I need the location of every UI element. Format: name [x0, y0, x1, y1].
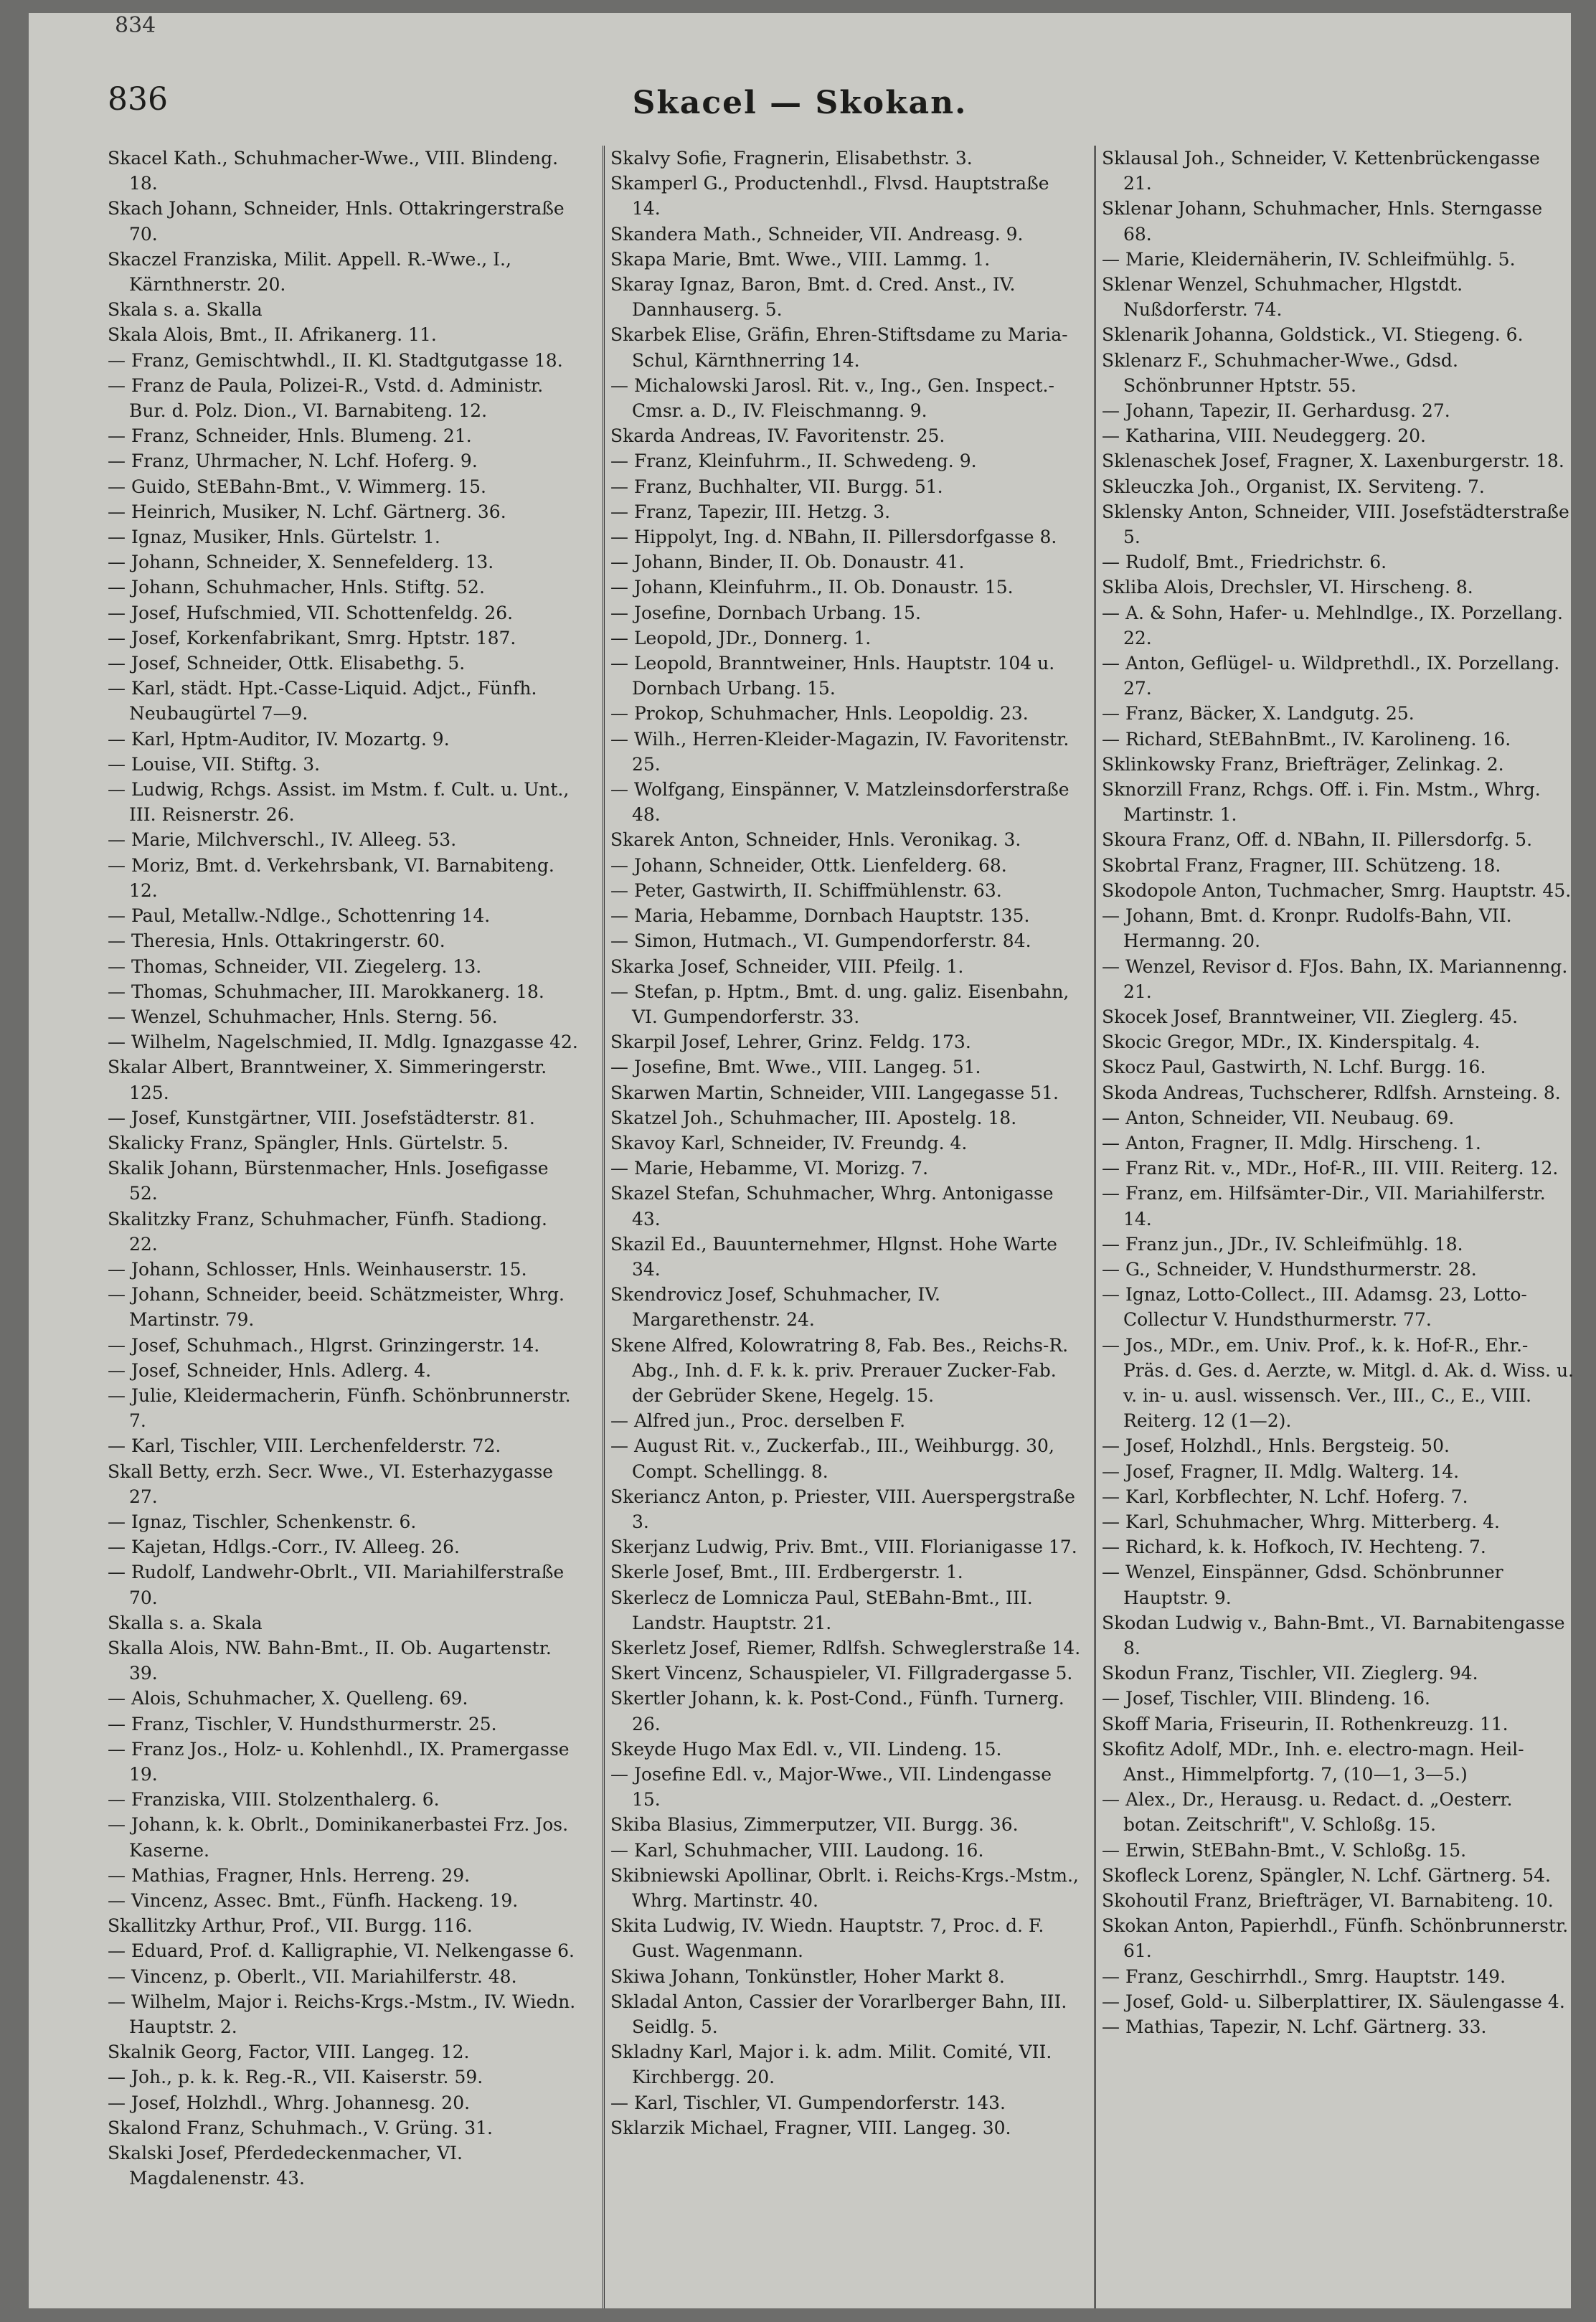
directory-entry: — Wilhelm, Nagelschmied, II. Mdlg. Ignazgasse 42. [108, 1032, 578, 1053]
directory-entry: — Karl, Hptm-Auditor, IV. Mozartg. 9. [108, 728, 450, 750]
directory-entry: — Maria, Hebamme, Dornbach Hauptstr. 135. [610, 905, 1030, 927]
directory-entry: Skobrtal Franz, Fragner, III. Schützeng. 18. [1102, 854, 1501, 876]
directory-entry: — A. & Sohn, Hafer- u. Mehlndlge., IX. Porzellang. 22. [1102, 602, 1563, 648]
directory-entry: — Mathias, Tapezir, N. Lchf. Gärtnerg. 33. [1102, 2016, 1487, 2038]
directory-entry: — Johann, Schneider, beeid. Schätzmeister, Whrg. Martinstr. 79. [108, 1284, 565, 1331]
page-number: 836 [108, 81, 168, 118]
directory-entry: — Franz, Gemischtwhdl., II. Kl. Stadtgutgasse 18. [108, 349, 563, 371]
directory-entry: — Franz, Schneider, Hnls. Blumeng. 21. [108, 425, 472, 447]
directory-entry: — Wilh., Herren-Kleider-Magazin, IV. Favoritenstr. 25. [610, 728, 1069, 775]
directory-entry: — Wenzel, Schuhmacher, Hnls. Sterng. 56. [108, 1006, 498, 1027]
directory-entry: Skofitz Adolf, MDr., Inh. e. electro-magn. Heil-Anst., Himmelpfortg. 7, (10—1, 3—5.) [1102, 1738, 1524, 1785]
directory-page [29, 13, 1574, 2308]
directory-entry: — Julie, Kleidermacherin, Fünfh. Schönbrunnerstr. 7. [108, 1384, 571, 1432]
directory-entry: — Josef, Schneider, Hnls. Adlerg. 4. [108, 1359, 432, 1381]
directory-entry: Skofleck Lorenz, Spängler, N. Lchf. Gärtnerg. 54. [1102, 1864, 1551, 1886]
running-head: Skacel — Skokan. [632, 85, 968, 121]
directory-entry: Skalar Albert, Branntweiner, X. Simmeringerstr. 125. [108, 1057, 547, 1103]
directory-entry: Skatzel Joh., Schuhmacher, III. Apostelg. 18. [610, 1107, 1017, 1128]
directory-entry: — Alois, Schuhmacher, X. Quelleng. 69. [108, 1688, 468, 1709]
directory-entry: — Louise, VII. Stiftg. 3. [108, 753, 321, 775]
directory-entry: — Josefine, Dornbach Urbang. 15. [610, 602, 921, 623]
directory-entry: Skalnik Georg, Factor, VIII. Langeg. 12. [108, 2042, 470, 2063]
directory-entry: — Anton, Fragner, II. Mdlg. Hirscheng. 1. [1102, 1132, 1481, 1153]
directory-entry: — Karl, Tischler, VI. Gumpendorferstr. 143. [610, 2092, 1006, 2113]
directory-entry: — Josef, Schuhmach., Hlgrst. Grinzingerstr. 14. [108, 1334, 540, 1356]
directory-entry: Skala Alois, Bmt., II. Afrikanerg. 11. [108, 324, 437, 346]
directory-entry: — Anton, Schneider, VII. Neubaug. 69. [1102, 1107, 1455, 1128]
directory-entry: — Leopold, Branntweiner, Hnls. Hauptstr. 104 u. Dornbach Urbang. 15. [610, 653, 1055, 699]
directory-entry: — Josef, Fragner, II. Mdlg. Walterg. 14. [1102, 1460, 1460, 1482]
directory-columns [108, 146, 1574, 2308]
directory-entry: — Franz Rit. v., MDr., Hof-R., III. VIII. Reiterg. 12. [1102, 1158, 1559, 1179]
directory-entry: — Franz, Buchhalter, VII. Burgg. 51. [610, 476, 943, 497]
directory-entry: — Josef, Korkenfabrikant, Smrg. Hptstr. 187. [108, 627, 516, 648]
directory-entry: Skarwen Martin, Schneider, VIII. Langegasse 51. [610, 1082, 1059, 1103]
directory-entry: Skleuczka Joh., Organist, IX. Serviteng. 7. [1102, 476, 1485, 497]
column-right [1094, 146, 1574, 2308]
directory-entry: — Josef, Schneider, Ottk. Elisabethg. 5. [108, 653, 466, 674]
directory-entry: — Johann, k. k. Obrlt., Dominikanerbastei Frz. Jos. Kaserne. [108, 1814, 569, 1861]
directory-entry: Skacel Kath., Schuhmacher-Wwe., VIII. Blindeng. 18. [108, 148, 559, 194]
directory-entry: — Johann, Tapezir, II. Gerhardusg. 27. [1102, 400, 1450, 422]
directory-entry: — Richard, k. k. Hofkoch, IV. Hechteng. 7. [1102, 1537, 1486, 1558]
directory-entry: Skoura Franz, Off. d. NBahn, II. Pillersdorfg. 5. [1102, 829, 1533, 851]
column-middle [603, 146, 1082, 2308]
directory-entry: Skeriancz Anton, p. Priester, VIII. Auerspergstraße 3. [610, 1486, 1075, 1532]
directory-entry: Skazil Ed., Bauunternehmer, Hlgnst. Hohe Warte 34. [610, 1233, 1057, 1280]
directory-entry: Skiba Blasius, Zimmerputzer, VII. Burgg. 36. [610, 1814, 1019, 1836]
directory-entry: — Erwin, StEBahn-Bmt., V. Schloßg. 15. [1102, 1839, 1467, 1861]
directory-entry: — Josef, Tischler, VIII. Blindeng. 16. [1102, 1688, 1430, 1709]
directory-entry: Skall Betty, erzh. Secr. Wwe., VI. Esterhazygasse 27. [108, 1460, 554, 1507]
directory-entry: — Marie, Milchverschl., IV. Alleeg. 53. [108, 829, 457, 851]
directory-entry: — Karl, städt. Hpt.-Casse-Liquid. Adjct., Fünfh. Neubaugürtel 7—9. [108, 678, 537, 725]
directory-entry: Skohoutil Franz, Briefträger, VI. Barnabiteng. 10. [1102, 1890, 1554, 1912]
directory-entry: Skita Ludwig, IV. Wiedn. Hauptstr. 7, Proc. d. F. Gust. Wagenmann. [610, 1915, 1044, 1962]
directory-entry: Skoda Andreas, Tuchscherer, Rdlfsh. Arnsteing. 8. [1102, 1082, 1561, 1103]
directory-entry: — Ignaz, Musiker, Hnls. Gürtelstr. 1. [108, 527, 440, 548]
directory-entry: — Leopold, JDr., Donnerg. 1. [610, 627, 872, 648]
directory-entry: Skalicky Franz, Spängler, Hnls. Gürtelstr. 5. [108, 1132, 509, 1153]
directory-entry: Skerlecz de Lomnicza Paul, StEBahn-Bmt., III. Landstr. Hauptstr. 21. [610, 1587, 1033, 1633]
directory-entry: Skladny Karl, Major i. k. adm. Milit. Comité, VII. Kirchbergg. 20. [610, 2042, 1052, 2088]
directory-entry: Skalitzky Franz, Schuhmacher, Fünfh. Stadiong. 22. [108, 1208, 547, 1255]
directory-entry: — Franz, Tischler, V. Hundsthurmerstr. 25. [108, 1713, 497, 1735]
directory-entry: — August Rit. v., Zuckerfab., III., Weihburgg. 30, Compt. Schellingg. 8. [610, 1435, 1054, 1482]
directory-entry: — Franz Jos., Holz- u. Kohlenhdl., IX. Pramergasse 19. [108, 1738, 570, 1785]
directory-entry: Sklinkowsky Franz, Briefträger, Zelinkag. 2. [1102, 753, 1504, 775]
directory-entry: — Ignaz, Tischler, Schenkenstr. 6. [108, 1511, 417, 1532]
directory-entry: — Guido, StEBahn-Bmt., V. Wimmerg. 15. [108, 476, 486, 497]
directory-entry: Sklausal Joh., Schneider, V. Kettenbrückengasse 21. [1102, 148, 1540, 194]
directory-entry: — Theresia, Hnls. Ottakringerstr. 60. [108, 930, 445, 952]
directory-entry: — Katharina, VIII. Neudeggerg. 20. [1102, 425, 1426, 447]
directory-entry: — Josef, Gold- u. Silberplattirer, IX. Säulengasse 4. [1102, 1991, 1565, 2012]
directory-entry: — Josef, Kunstgärtner, VIII. Josefstädterstr. 81. [108, 1107, 535, 1128]
directory-entry: Skarda Andreas, IV. Favoritenstr. 25. [610, 425, 945, 447]
directory-entry: — Franz, Uhrmacher, N. Lchf. Hoferg. 9. [108, 450, 478, 472]
directory-entry: — Kajetan, Hdlgs.-Corr., IV. Alleeg. 26. [108, 1537, 460, 1558]
directory-entry: — Wilhelm, Major i. Reichs-Krgs.-Mstm., IV. Wiedn. Hauptstr. 2. [108, 1991, 576, 2038]
directory-entry: Sklensky Anton, Schneider, VIII. Josefstädterstraße 5. [1102, 501, 1569, 548]
directory-entry: — Josefine, Bmt. Wwe., VIII. Langeg. 51. [610, 1057, 981, 1078]
directory-entry: Skavoy Karl, Schneider, IV. Freundg. 4. [610, 1132, 968, 1153]
directory-entry: Skerjanz Ludwig, Priv. Bmt., VIII. Florianigasse 17. [610, 1537, 1077, 1558]
directory-entry: — Ludwig, Rchgs. Assist. im Mstm. f. Cult. u. Unt., III. Reisnerstr. 26. [108, 779, 570, 826]
directory-entry: Skalond Franz, Schuhmach., V. Grüng. 31. [108, 2117, 493, 2138]
directory-entry: Skaray Ignaz, Baron, Bmt. d. Cred. Anst., IV. Dannhauserg. 5. [610, 274, 1016, 321]
directory-entry: — Marie, Kleidernäherin, IV. Schleifmühlg. 5. [1102, 248, 1516, 270]
directory-entry: Skladal Anton, Cassier der Vorarlberger Bahn, III. Seidlg. 5. [610, 1991, 1067, 2038]
directory-entry: Skliba Alois, Drechsler, VI. Hirscheng. 8. [1102, 577, 1473, 598]
directory-entry: — Rudolf, Bmt., Friedrichstr. 6. [1102, 552, 1387, 573]
directory-entry: — Josefine Edl. v., Major-Wwe., VII. Lindengasse 15. [610, 1764, 1052, 1811]
directory-entry: — Alfred jun., Proc. derselben F. [610, 1410, 906, 1432]
directory-entry: — Josef, Holzhdl., Whrg. Johannesg. 20. [108, 2092, 471, 2113]
directory-entry: — Stefan, p. Hptm., Bmt. d. ung. galiz. Eisenbahn, VI. Gumpendorferstr. 33. [610, 981, 1069, 1027]
directory-entry: Skach Johann, Schneider, Hnls. Ottakringerstraße 70. [108, 198, 565, 245]
directory-entry: — Michalowski Jarosl. Rit. v., Ing., Gen. Inspect.-Cmsr. a. D., IV. Fleischmanng. 9. [610, 374, 1054, 422]
directory-entry: Skodun Franz, Tischler, VII. Zieglerg. 94. [1102, 1663, 1478, 1684]
directory-entry: — Jos., MDr., em. Univ. Prof., k. k. Hof-R., Ehr.-Präs. d. Ges. d. Aerzte, w. Mitgl. d. Ak. d. Wiss. u. v. in- u. ausl. wissensch. Ver., III., C., E., VIII. Reiterg. 12 (1—2). [1102, 1334, 1574, 1432]
directory-entry: — Mathias, Fragner, Hnls. Herreng. 29. [108, 1864, 471, 1886]
directory-entry: — Thomas, Schuhmacher, III. Marokkanerg. 18. [108, 981, 544, 1002]
directory-entry: — Moriz, Bmt. d. Verkehrsbank, VI. Barnabiteng. 12. [108, 854, 554, 901]
directory-entry: Skarka Josef, Schneider, VIII. Pfeilg. 1. [610, 955, 964, 977]
directory-entry: — Wenzel, Einspänner, Gdsd. Schönbrunner Hauptstr. 9. [1102, 1562, 1503, 1608]
directory-entry: — Prokop, Schuhmacher, Hnls. Leopoldig. 23. [610, 703, 1029, 725]
directory-entry: Skiwa Johann, Tonkünstler, Hoher Markt 8. [610, 1965, 1005, 1987]
directory-entry: Sklenaschek Josef, Fragner, X. Laxenburgerstr. 18. [1102, 450, 1564, 472]
directory-entry: Skendrovicz Josef, Schuhmacher, IV. Margarethenstr. 24. [610, 1284, 940, 1331]
directory-entry: — Johann, Schneider, Ottk. Lienfelderg. 68. [610, 854, 1007, 876]
directory-entry: Skapa Marie, Bmt. Wwe., VIII. Lammg. 1. [610, 248, 991, 270]
directory-entry: Skalvy Sofie, Fragnerin, Elisabethstr. 3. [610, 148, 973, 169]
directory-entry: Sklenar Wenzel, Schuhmacher, Hlgstdt. Nußdorferstr. 74. [1102, 274, 1463, 321]
directory-entry: — Franziska, VIII. Stolzenthalerg. 6. [108, 1789, 440, 1811]
directory-entry: Skocz Paul, Gastwirth, N. Lchf. Burgg. 16. [1102, 1057, 1486, 1078]
directory-entry: — Vincenz, p. Oberlt., VII. Mariahilferstr. 48. [108, 1965, 517, 1987]
directory-entry: Skallitzky Arthur, Prof., VII. Burgg. 116. [108, 1915, 473, 1937]
directory-entry: Skertler Johann, k. k. Post-Cond., Fünfh. Turnerg. 26. [610, 1688, 1064, 1735]
directory-entry: Skocic Gregor, MDr., IX. Kinderspitalg. 4. [1102, 1032, 1481, 1053]
directory-entry: Skaczel Franziska, Milit. Appell. R.-Wwe., I., Kärnthnerstr. 20. [108, 248, 511, 296]
directory-entry: — Franz, Geschirrhdl., Smrg. Hauptstr. 149. [1102, 1965, 1506, 1987]
directory-entry: — Joh., p. k. k. Reg.-R., VII. Kaiserstr. 59. [108, 2067, 483, 2088]
directory-entry: Sklarzik Michael, Fragner, VIII. Langeg. 30. [610, 2117, 1011, 2138]
directory-entry: — Franz de Paula, Polizei-R., Vstd. d. Administr. Bur. d. Polz. Dion., VI. Barnabiteng. 12. [108, 374, 544, 422]
column-left [108, 146, 580, 2308]
directory-entry: Sklenar Johann, Schuhmacher, Hnls. Sterngasse 68. [1102, 198, 1543, 245]
directory-entry: — Richard, StEBahnBmt., IV. Karolineng. 16. [1102, 728, 1511, 750]
directory-entry: — Paul, Metallw.-Ndlge., Schottenring 14. [108, 905, 491, 927]
directory-entry: — Peter, Gastwirth, II. Schiffmühlenstr. 63. [610, 879, 1002, 901]
directory-entry: — Heinrich, Musiker, N. Lchf. Gärtnerg. 36. [108, 501, 506, 522]
directory-entry: — Hippolyt, Ing. d. NBahn, II. Pillersdorfgasse 8. [610, 527, 1057, 548]
directory-entry: Skazel Stefan, Schuhmacher, Whrg. Antonigasse 43. [610, 1183, 1054, 1230]
directory-entry: Skandera Math., Schneider, VII. Andreasg. 9. [610, 223, 1024, 245]
directory-entry: Sknorzill Franz, Rchgs. Off. i. Fin. Mstm., Whrg. Martinstr. 1. [1102, 779, 1541, 826]
cropped-previous-page-number: 834 [115, 13, 156, 38]
directory-entry: Skarek Anton, Schneider, Hnls. Veronikag. 3. [610, 829, 1021, 851]
directory-entry: — Josef, Hufschmied, VII. Schottenfeldg. 26. [108, 602, 514, 623]
directory-entry: — Franz, Bäcker, X. Landgutg. 25. [1102, 703, 1415, 725]
directory-entry: Skibniewski Apollinar, Obrlt. i. Reichs-Krgs.-Mstm., Whrg. Martinstr. 40. [610, 1864, 1079, 1912]
directory-entry: Skoff Maria, Friseurin, II. Rothenkreuzg. 11. [1102, 1713, 1508, 1735]
directory-entry: — Johann, Schuhmacher, Hnls. Stiftg. 52. [108, 577, 485, 598]
directory-entry: Skarbek Elise, Gräfin, Ehren-Stiftsdame zu Maria-Schul, Kärnthnerring 14. [610, 324, 1068, 371]
directory-entry: — Johann, Binder, II. Ob. Donaustr. 41. [610, 552, 965, 573]
directory-entry: Skodan Ludwig v., Bahn-Bmt., VI. Barnabitengasse 8. [1102, 1612, 1565, 1658]
directory-entry: — Wenzel, Revisor d. FJos. Bahn, IX. Mariannenng. 21. [1102, 955, 1568, 1002]
directory-entry: Skocek Josef, Branntweiner, VII. Zieglerg. 45. [1102, 1006, 1519, 1027]
directory-entry: Skalski Josef, Pferdedeckenmacher, VI. Magdalenenstr. 43. [108, 2143, 463, 2189]
directory-entry: — Karl, Schuhmacher, Whrg. Mitterberg. 4. [1102, 1511, 1500, 1532]
directory-entry: — Karl, Korbflechter, N. Lchf. Hoferg. 7. [1102, 1486, 1468, 1507]
directory-entry: Skalla s. a. Skala [108, 1612, 263, 1633]
directory-entry: — Franz jun., JDr., IV. Schleifmühlg. 18. [1102, 1233, 1463, 1255]
directory-entry: Skalik Johann, Bürstenmacher, Hnls. Josefigasse 52. [108, 1158, 549, 1204]
directory-entry: — Eduard, Prof. d. Kalligraphie, VI. Nelkengasse 6. [108, 1940, 575, 1962]
directory-entry: Skamperl G., Productenhdl., Flvsd. Hauptstraße 14. [610, 173, 1049, 220]
directory-entry: Skarpil Josef, Lehrer, Grinz. Feldg. 173. [610, 1032, 971, 1053]
directory-entry: Sklenarz F., Schuhmacher-Wwe., Gdsd. Schönbrunner Hptstr. 55. [1102, 349, 1458, 396]
page-header [29, 74, 1571, 138]
directory-entry: — Franz, Tapezir, III. Hetzg. 3. [610, 501, 891, 522]
directory-entry: Skerle Josef, Bmt., III. Erdbergerstr. 1. [610, 1562, 963, 1583]
directory-entry: — Johann, Bmt. d. Kronpr. Rudolfs-Bahn, VII. Hermanng. 20. [1102, 905, 1512, 952]
directory-entry: — Thomas, Schneider, VII. Ziegelerg. 13. [108, 955, 482, 977]
directory-entry: Skodopole Anton, Tuchmacher, Smrg. Hauptstr. 45. [1102, 879, 1572, 901]
directory-entry: — G., Schneider, V. Hundsthurmerstr. 28. [1102, 1258, 1477, 1280]
directory-entry: — Rudolf, Landwehr-Obrlt., VII. Mariahilferstraße 70. [108, 1562, 565, 1608]
directory-entry: — Alex., Dr., Herausg. u. Redact. d. „Oesterr. botan. Zeitschrift", V. Schloßg. 15. [1102, 1789, 1513, 1836]
directory-entry: — Franz, em. Hilfsämter-Dir., VII. Mariahilferstr. 14. [1102, 1183, 1546, 1230]
directory-entry: Skalla Alois, NW. Bahn-Bmt., II. Ob. Augartenstr. 39. [108, 1637, 552, 1684]
directory-entry: — Vincenz, Assec. Bmt., Fünfh. Hackeng. 19. [108, 1890, 519, 1912]
directory-entry: — Simon, Hutmach., VI. Gumpendorferstr. 84. [610, 930, 1031, 952]
directory-entry: — Josef, Holzhdl., Hnls. Bergsteig. 50. [1102, 1435, 1450, 1457]
directory-entry: — Marie, Hebamme, VI. Morizg. 7. [610, 1158, 929, 1179]
directory-entry: — Ignaz, Lotto-Collect., III. Adamsg. 23, Lotto-Collectur V. Hundsthurmerstr. 77. [1102, 1284, 1527, 1331]
directory-entry: Skerletz Josef, Riemer, Rdlfsh. Schweglerstraße 14. [610, 1637, 1081, 1658]
directory-entry: — Wolfgang, Einspänner, V. Matzleinsdorferstraße 48. [610, 779, 1069, 826]
directory-entry: — Franz, Kleinfuhrm., II. Schwedeng. 9. [610, 450, 977, 472]
directory-entry: — Karl, Tischler, VIII. Lerchenfelderstr. 72. [108, 1435, 501, 1457]
directory-entry: — Anton, Geflügel- u. Wildprethdl., IX. Porzellang. 27. [1102, 653, 1560, 699]
directory-entry: Sklenarik Johanna, Goldstick., VI. Stiegeng. 6. [1102, 324, 1524, 346]
directory-entry: Skeyde Hugo Max Edl. v., VII. Lindeng. 15. [610, 1738, 1002, 1760]
directory-entry: Skert Vincenz, Schauspieler, VI. Fillgradergasse 5. [610, 1663, 1073, 1684]
directory-entry: — Johann, Schneider, X. Sennefelderg. 13. [108, 552, 494, 573]
directory-entry: — Johann, Kleinfuhrm., II. Ob. Donaustr. 15. [610, 577, 1014, 598]
directory-entry: Skokan Anton, Papierhdl., Fünfh. Schönbrunnerstr. 61. [1102, 1915, 1569, 1962]
directory-entry: — Johann, Schlosser, Hnls. Weinhauserstr. 15. [108, 1258, 527, 1280]
directory-entry: Skene Alfred, Kolowratring 8, Fab. Bes., Reichs-R. Abg., Inh. d. F. k. k. priv. Prerauer Zucker-Fab. der Gebrüder Skene, Hegelg. 15. [610, 1334, 1069, 1406]
directory-entry: Skala s. a. Skalla [108, 299, 263, 321]
directory-entry: — Karl, Schuhmacher, VIII. Laudong. 16. [610, 1839, 984, 1861]
